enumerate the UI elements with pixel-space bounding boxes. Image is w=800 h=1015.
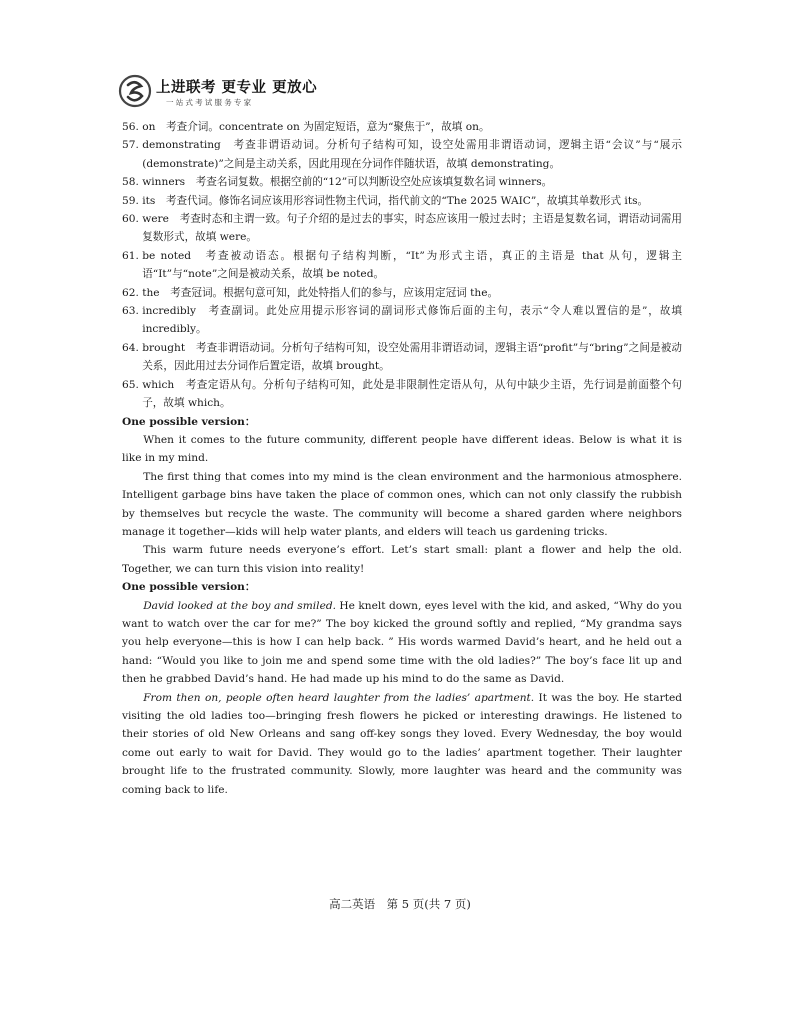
answer-item [122, 136, 682, 173]
answer-item [122, 173, 682, 191]
answer-item [122, 284, 682, 302]
essay1-paragraph: When it comes to the future community, different people have different ideas. Below is what it is like in my mind. [122, 433, 682, 465]
answer-number: 65. [122, 378, 143, 391]
essay2-body-text: He knelt down, eyes level with the kid, and asked, “Why do you want to watch over the car for me?” The boy kicked the ground softly and replied, “My grandma says you help everyone—this is how I can help back. ” His words warmed David’s heart, and he held out a hand: “Would you like to join me and spend some time with the old ladies?” The boy’s face lit up and then he grabbed David’s hand. He had made up his mind to do the same as David. [122, 599, 682, 686]
answer-number: 63. [122, 305, 143, 318]
answer-explanation: incredibly 考查副词。此处应用提示形容词的副词形式修饰后面的主句，表示“令人难以置信的是”，故填 incredibly。 [142, 305, 682, 336]
answer-item [122, 302, 682, 339]
essay2-body-text: It was the boy. He started visiting the old ladies too—bringing fresh flowers he picked or interesting drawings. He listened to their stories of old New Orleans and sang off-key songs they loved. Every Wednesday, the boy would come out early to wait for David. They would go to the ladies’ apartment together. Their laughter brought life to the frustrated community. Slowly, more laughter was heard and the community was coming back to life. [122, 691, 682, 796]
answer-item [122, 118, 682, 136]
answer-explanation: were 考查时态和主谓一致。句子介绍的是过去的事实，时态应该用一般过去时；主语是复数名词，谓语动词需用复数形式，故填 were。 [142, 213, 682, 244]
answer-item [122, 210, 682, 247]
essay2-lead-sentence: From then on, people often heard laughter from the ladies’ apartment. [143, 691, 535, 704]
answer-number: 64. [122, 341, 143, 354]
answer-number: 59. [122, 194, 143, 207]
answer-item [122, 376, 682, 413]
answer-explanation: winners 考查名词复数。根据空前的“12”可以判断设空处应该填复数名词 winners。 [142, 176, 553, 189]
answer-explanation: demonstrating 考查非谓语动词。分析句子结构可知，设空处需用非谓语动词，逻辑主语“会议”与“展示(demonstrate)”之间是主动关系，因此用现在分词作伴随状语，故填 demonstrating。 [142, 139, 682, 170]
answer-content [122, 118, 682, 799]
essay2-lead-sentence: David looked at the boy and smiled. [143, 599, 336, 612]
essay1-paragraph: The first thing that comes into my mind is the clean environment and the harmonious atmosphere. Intelligent garbage bins have taken the place of common ones, which can not only classify the rubbish by themselves but recycle the waste. The community will become a shared garden where neighbors manage it together—kids will help water plants, and elders will teach us gardening tricks. [122, 470, 682, 538]
answer-number: 60. [122, 213, 143, 226]
essay1-title: One possible version： [122, 415, 256, 428]
answer-list [122, 118, 682, 413]
essay2-title: One possible version： [122, 581, 256, 594]
answer-item [122, 192, 682, 210]
answer-explanation: brought 考查非谓语动词。分析句子结构可知，设空处需用非谓语动词，逻辑主语“profit”与“bring”之间是被动关系，因此用过去分词作后置定语，故填 brought。 [142, 341, 682, 373]
answer-item [122, 247, 682, 284]
page-footer: 高二英语 第 5 页(共 7 页) [329, 897, 471, 911]
answer-explanation: be noted 考查被动语态。根据句子结构判断，“It”为形式主语，真正的主语是 that 从句，逻辑主语“It”与“note”之间是被动关系，故填 be noted。 [142, 249, 682, 281]
answer-explanation: the 考查冠词。根据句意可知，此处特指人们的参与，应该用定冠词 the。 [142, 286, 499, 299]
brand-subtitle: 一站式考试服务专家 [166, 98, 254, 107]
answer-number: 62. [122, 286, 143, 299]
logo-icon [118, 74, 152, 108]
essay1-paragraph: This warm future needs everyone’s effort. Let’s start small: plant a flower and help the old. Together, we can turn this vision into reality! [122, 544, 682, 575]
essay2-paragraph [122, 689, 682, 799]
answer-number: 56. [122, 121, 143, 133]
answer-explanation: on 考查介词。concentrate on 为固定短语，意为“聚焦于”，故填 on。 [142, 121, 490, 133]
header [118, 72, 318, 114]
answer-number: 58. [122, 176, 143, 189]
answer-number: 61. [122, 249, 143, 262]
answer-number: 57. [122, 139, 143, 152]
answer-item [122, 339, 682, 376]
answer-explanation: which 考查定语从句。分析句子结构可知，此处是非限制性定语从句，从句中缺少主语，先行词是前面整个句子，故填 which。 [142, 378, 682, 410]
brand-title: 上进联考 更专业 更放心 [156, 80, 318, 96]
answer-explanation: its 考查代词。修饰名词应该用形容词性物主代词，指代前文的“The 2025 WAIC”，故填其单数形式 its。 [142, 194, 649, 207]
essay2-paragraph [122, 597, 682, 689]
